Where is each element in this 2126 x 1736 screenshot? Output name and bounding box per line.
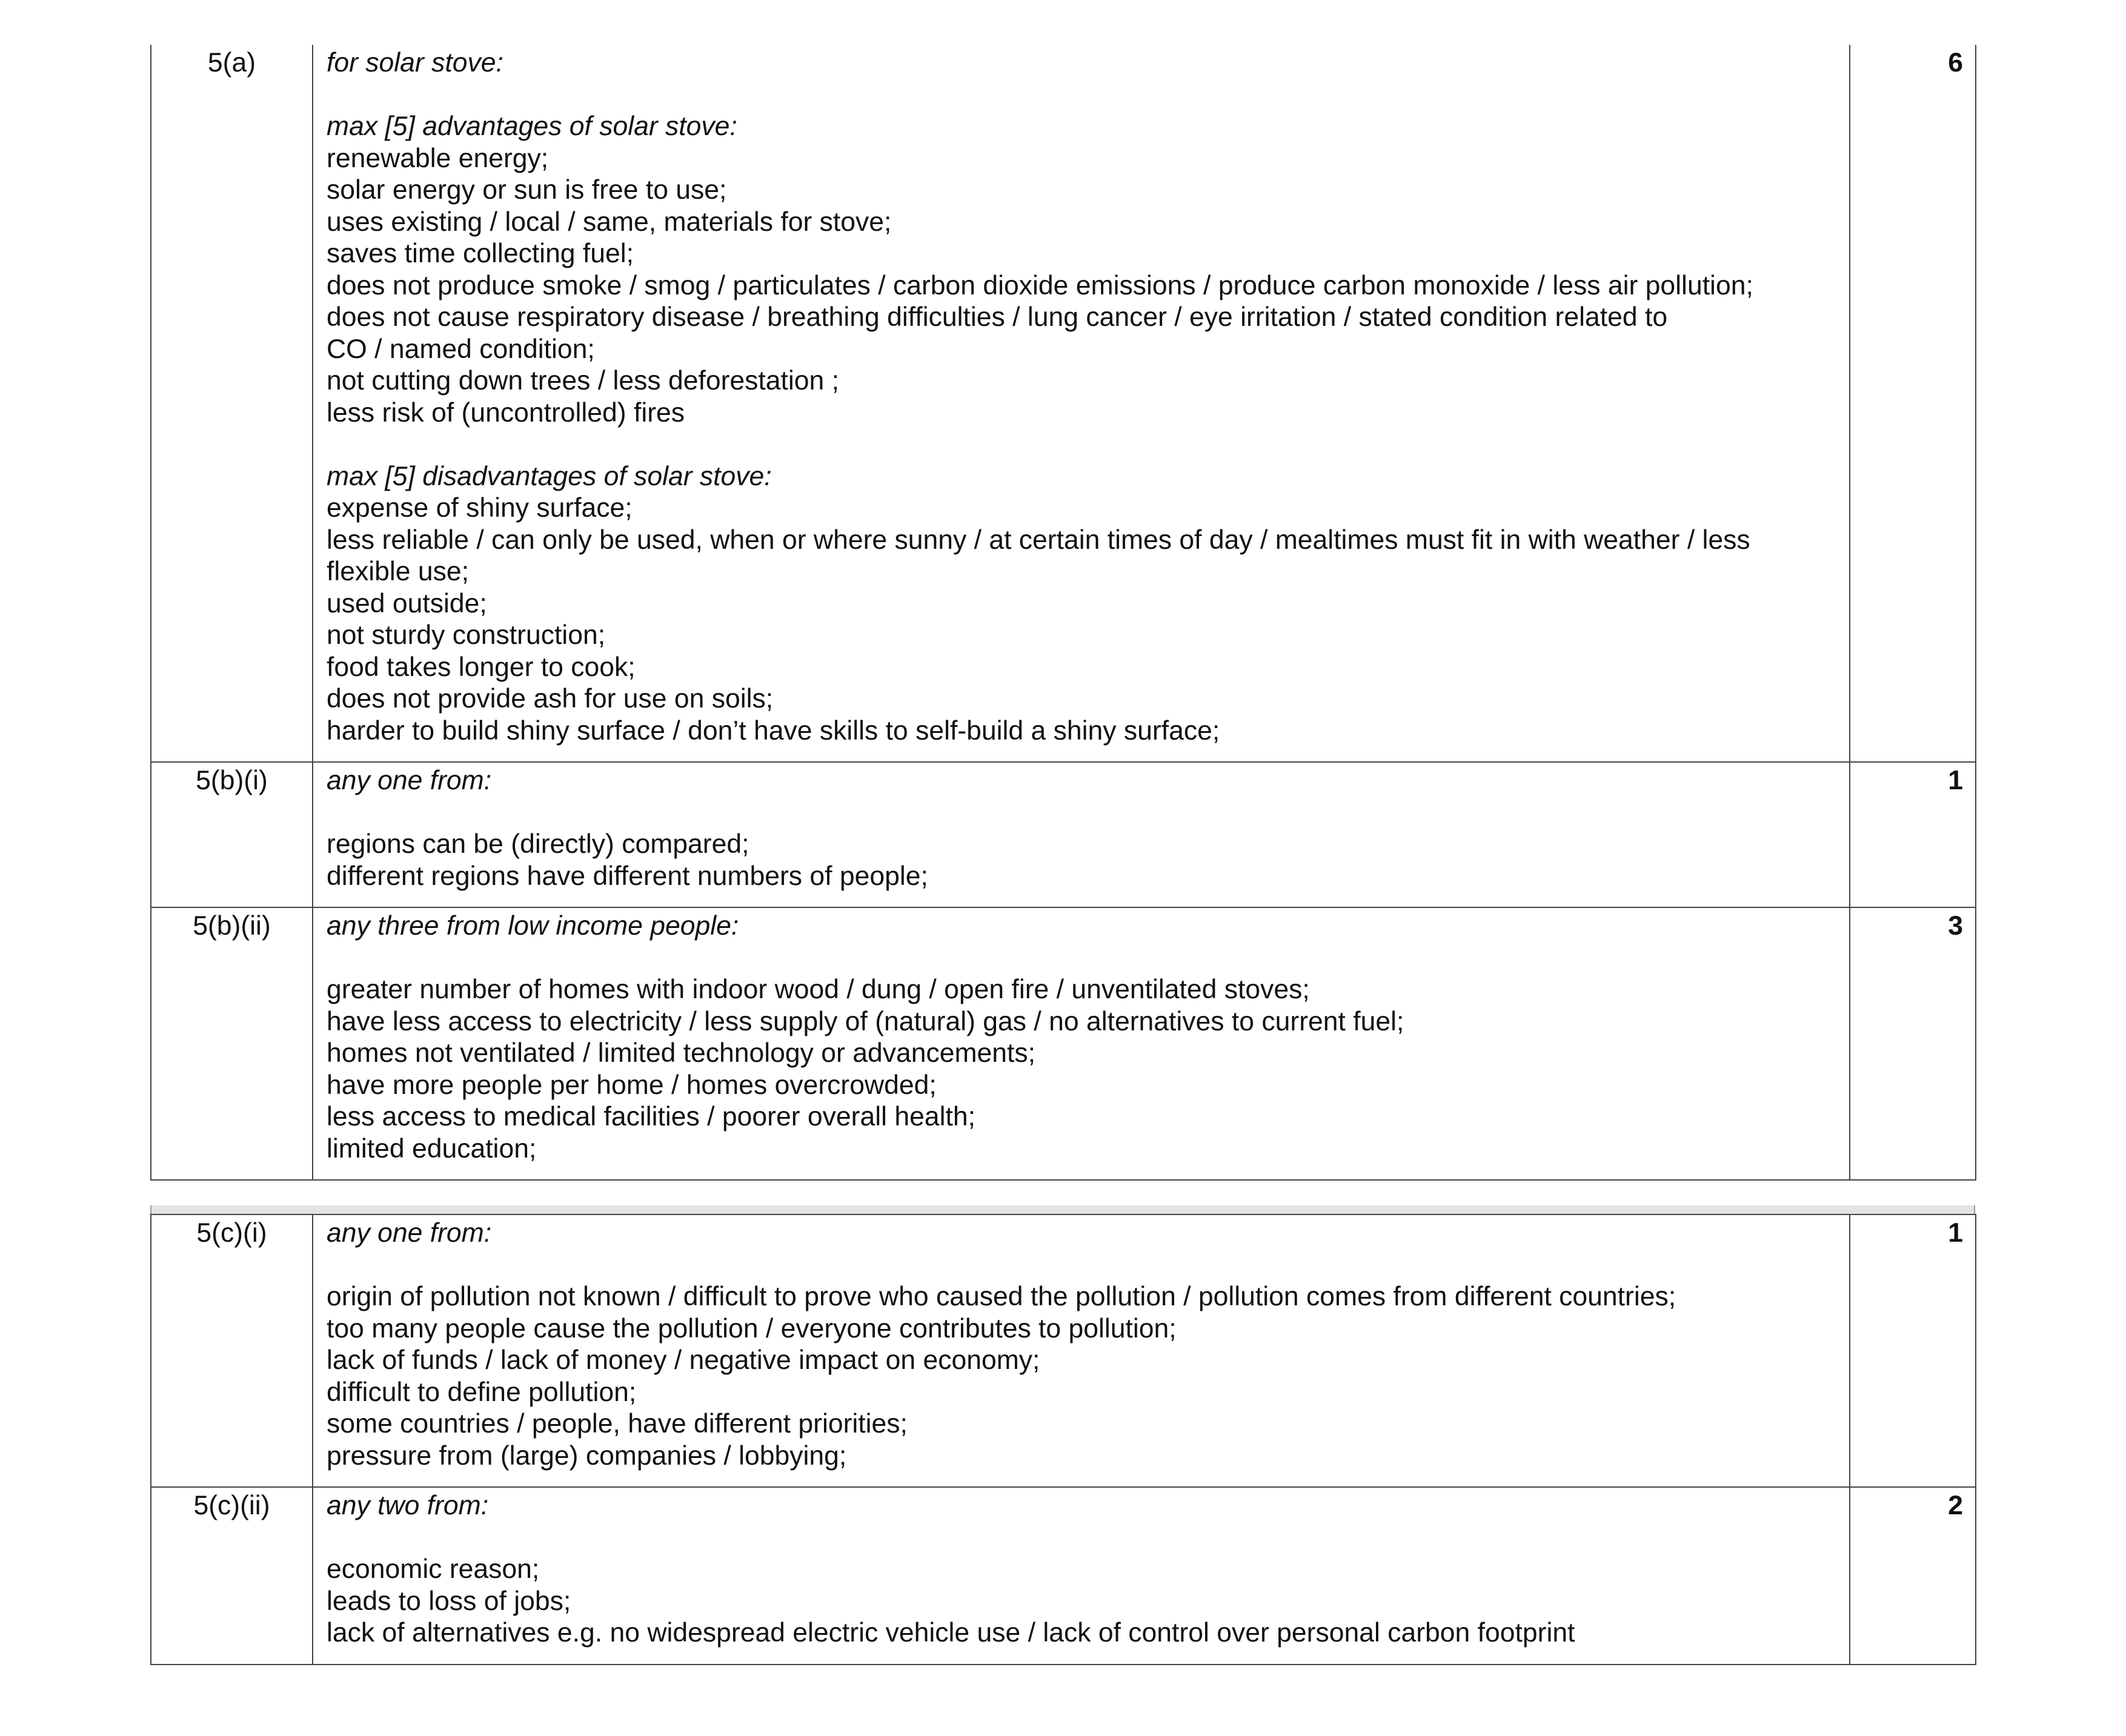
mark-value: 6 [1850,45,1976,762]
answer-line: less access to medical facilities / poorer overall health; [327,1102,975,1131]
answer-intro: any one from: [327,766,492,795]
table-row-5bii [151,907,1976,1180]
answer-line: less risk of (uncontrolled) fires [327,397,685,428]
answer-line: solar energy or sun is free to use; [327,175,727,205]
mark-scheme-table-lower [150,1214,1975,1665]
page-separator [150,1205,1975,1214]
question-number: 5(c)(ii) [151,1487,313,1665]
answer-line: homes not ventilated / limited technology or advancements; [327,1038,1036,1068]
table-row-5a [151,45,1976,762]
answer-line: does not provide ash for use on soils; [327,684,774,714]
mark-scheme-table [150,1214,1976,1665]
answer-line: leads to loss of jobs; [327,1586,571,1616]
answer-line: does not cause respiratory disease / breathing difficulties / lung cancer / eye irritation / stated condition related to [327,302,1668,332]
answer-line: expense of shiny surface; [327,493,633,523]
answer-line: uses existing / local / same, materials for stove; [327,207,892,237]
answer-line: lack of funds / lack of money / negative impact on economy; [327,1345,1040,1375]
answer-cell [313,45,1850,762]
answer-intro: for solar stove: [327,48,503,78]
answer-line: food takes longer to cook; [327,652,636,682]
group-heading: max [5] advantages of solar stove: [327,111,737,141]
answer-line: have less access to electricity / less supply of (natural) gas / no alternatives to current fuel; [327,1006,1404,1036]
table-row-5cii [151,1487,1976,1665]
answer-intro: any three from low income people: [327,911,739,941]
answer-cell [313,762,1850,907]
question-number: 5(b)(i) [151,762,313,907]
answer-line: less reliable / can only be used, when or where sunny / at certain times of day / mealtimes must fit in with weather / less [327,525,1750,555]
answer-line: not sturdy construction; [327,620,606,650]
answer-line: harder to build shiny surface / don’t have skills to self-build a shiny surface; [327,715,1220,746]
answer-line: too many people cause the pollution / everyone contributes to pollution; [327,1313,1177,1343]
answer-line: limited education; [327,1133,537,1164]
answer-line: greater number of homes with indoor wood / dung / open fire / unventilated stoves; [327,975,1310,1004]
answer-line: saves time collecting fuel; [327,239,634,268]
answer-intro: any two from: [327,1491,489,1520]
answer-line: economic reason; [327,1554,540,1584]
answer-cell [313,907,1850,1180]
answer-line: used outside; [327,588,487,618]
question-number: 5(a) [151,45,313,762]
answer-line: different regions have different numbers of people; [327,861,928,891]
table-row-5bi [151,762,1976,907]
table-row-5ci [151,1214,1976,1487]
answer-line: pressure from (large) companies / lobbying; [327,1440,847,1471]
mark-value: 1 [1850,762,1976,907]
mark-value: 3 [1850,907,1976,1180]
question-number: 5(c)(i) [151,1214,313,1487]
mark-scheme-table-upper [150,45,1975,1181]
answer-line: difficult to define pollution; [327,1377,637,1407]
mark-value: 2 [1850,1487,1976,1665]
answer-intro: any one from: [327,1218,492,1248]
answer-line: does not produce smoke / smog / particulates / carbon dioxide emissions / produce carbon monoxide / less air pollution; [327,270,1753,300]
question-number: 5(b)(ii) [151,907,313,1180]
answer-line: origin of pollution not known / difficult to prove who caused the pollution / pollution comes from different countries; [327,1282,1676,1311]
answer-line: renewable energy; [327,143,549,173]
answer-line: lack of alternatives e.g. no widespread electric vehicle use / lack of control over personal carbon footprint [327,1618,1575,1648]
answer-line: CO / named condition; [327,334,595,364]
answer-cell [313,1487,1850,1665]
mark-scheme-table [150,45,1976,1181]
answer-cell [313,1214,1850,1487]
answer-line: some countries / people, have different priorities; [327,1409,908,1439]
answer-line: have more people per home / homes overcrowded; [327,1070,937,1100]
answer-line: not cutting down trees / less deforestation ; [327,366,839,396]
mark-value: 1 [1850,1214,1976,1487]
answer-line: flexible use; [327,557,469,586]
answer-line: regions can be (directly) compared; [327,829,749,859]
group-heading: max [5] disadvantages of solar stove: [327,461,772,491]
